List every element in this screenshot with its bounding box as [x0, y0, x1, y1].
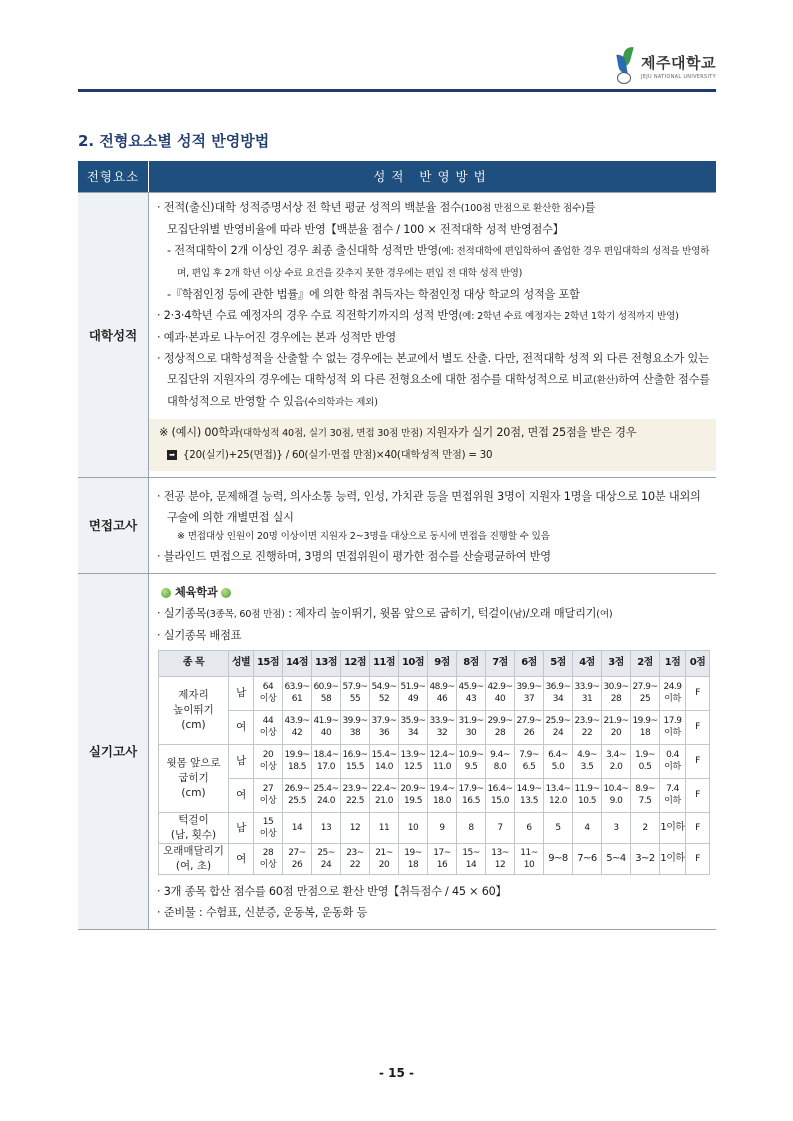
row-label: 대학성적 — [78, 192, 149, 477]
score-cell: 3~2 — [631, 843, 660, 874]
score-cell: 10 — [399, 812, 428, 843]
score-cell: 9 — [428, 812, 457, 843]
score-cell: 7~6 — [573, 843, 602, 874]
score-cell: 23~ 22 — [341, 843, 370, 874]
score-cell: 6.4~ 5.0 — [544, 744, 573, 778]
row-content — [149, 192, 717, 477]
score-cell: 3.4~ 2.0 — [602, 744, 631, 778]
event-name: 턱걸이 (남, 횟수) — [159, 812, 229, 843]
score-cell: F — [686, 778, 710, 812]
score-cell: F — [686, 710, 710, 744]
bullet-text: · 블라인드 면접으로 진행하며, 3명의 면접위원이 평가한 점수를 산술평균하여 반영 — [157, 549, 551, 563]
green-bullet-icon — [161, 588, 171, 598]
score-header-cell: 성별 — [229, 650, 254, 676]
dash-text: - 전적대학이 2개 이상인 경우 최종 출신대학 성적만 반영(예: 전적대학에 편입학하여 졸업한 경우 편입대학의 성적을 반영하며, 편입 후 2개 학년 이상 수료 요건을 갖추지 못한 경우에는 편입 전 대학 성적 반영) — [167, 243, 710, 279]
score-cell: 3 — [602, 812, 631, 843]
score-cell: 45.9~ 43 — [457, 676, 486, 710]
score-cell: 17.9~ 16.5 — [457, 778, 486, 812]
score-row — [159, 843, 710, 874]
score-cell: 28 이상 — [254, 843, 283, 874]
score-cell: 21.9~ 20 — [602, 710, 631, 744]
score-cell: 44 이상 — [254, 710, 283, 744]
row-interview — [78, 477, 716, 573]
score-header-cell: 0점 — [686, 650, 710, 676]
bullet-text: · 정상적으로 대학성적을 산출할 수 없는 경우에는 본교에서 별도 산출. 다만, 전적대학 성적 외 다른 전형요소가 있는 모집단위 지원자의 경우에는 대학성적 외 다른 전형요소에 대한 점수를 대학성적으로 비교(환산)하여 산출한 점수를 대학성적으로 반영할 수 있음(수의학과는 제외) — [157, 351, 710, 408]
score-cell: 9.4~ 8.0 — [486, 744, 515, 778]
score-cell: 27.9~ 26 — [515, 710, 544, 744]
score-cell: 23.9~ 22 — [573, 710, 602, 744]
section-title: 2. 전형요소별 성적 반영방법 — [78, 132, 270, 150]
score-cell: 29.9~ 28 — [486, 710, 515, 744]
sex-cell: 남 — [229, 812, 254, 843]
score-cell: 5 — [544, 812, 573, 843]
score-cell: 11~ 10 — [515, 843, 544, 874]
score-cell: 36.9~ 34 — [544, 676, 573, 710]
score-cell: 31.9~ 30 — [457, 710, 486, 744]
page-number: - 15 - — [378, 1066, 414, 1080]
score-cell: 23.9~ 22.5 — [341, 778, 370, 812]
example-text: ※ (예시) 00학과(대학성적 40점, 실기 30점, 면접 30점 만점) 지원자가 실기 20점, 면접 25점을 받은 경우 — [159, 425, 637, 439]
score-cell: 20.9~ 19.5 — [399, 778, 428, 812]
row-content — [149, 573, 717, 929]
score-cell: 11.9~ 10.5 — [573, 778, 602, 812]
score-cell: 1이하 — [660, 812, 686, 843]
score-table-header — [159, 650, 710, 676]
score-cell: 19.9~ 18 — [631, 710, 660, 744]
row-label: 실기고사 — [78, 573, 149, 929]
logo-name: 제주대학교 — [640, 54, 716, 72]
score-cell: 35.9~ 34 — [399, 710, 428, 744]
score-cell: 21~ 20 — [370, 843, 399, 874]
score-cell: 15~ 14 — [457, 843, 486, 874]
score-table — [158, 650, 710, 875]
score-cell: 6 — [515, 812, 544, 843]
row-content — [149, 477, 717, 573]
score-header-cell: 11점 — [370, 650, 399, 676]
score-header-cell: 3점 — [602, 650, 631, 676]
score-header-cell: 6점 — [515, 650, 544, 676]
row-label: 면접고사 — [78, 477, 149, 573]
university-emblem-icon — [615, 46, 637, 86]
score-cell: 8.9~ 7.5 — [631, 778, 660, 812]
score-cell: F — [686, 843, 710, 874]
score-header-cell: 10점 — [399, 650, 428, 676]
bullet-text: · 준비물 : 수험표, 신분증, 운동복, 운동화 등 — [157, 905, 368, 919]
score-cell: 8 — [457, 812, 486, 843]
score-cell: 12.4~ 11.0 — [428, 744, 457, 778]
example-formula: ➡ {20(실기)+25(면접)} / 60(실기·면접 만점)×40(대학성적 만점) = 30 — [159, 445, 706, 467]
score-cell: 64 이상 — [254, 676, 283, 710]
score-cell: 33.9~ 31 — [573, 676, 602, 710]
score-cell: 60.9~ 58 — [312, 676, 341, 710]
header-method: 성적 반영방법 — [149, 161, 717, 192]
score-header-cell: 13점 — [312, 650, 341, 676]
score-cell: 25.4~ 24.0 — [312, 778, 341, 812]
score-cell: 11 — [370, 812, 399, 843]
score-cell: 1이하 — [660, 843, 686, 874]
score-cell: 24.9 이하 — [660, 676, 686, 710]
score-header-cell: 1점 — [660, 650, 686, 676]
score-cell: 4 — [573, 812, 602, 843]
score-cell: F — [686, 676, 710, 710]
score-cell: 13.9~ 12.5 — [399, 744, 428, 778]
score-cell: 19~ 18 — [399, 843, 428, 874]
score-cell: 19.9~ 18.5 — [283, 744, 312, 778]
score-cell: 63.9~ 61 — [283, 676, 312, 710]
university-logo — [615, 46, 716, 86]
score-cell: 0.4 이하 — [660, 744, 686, 778]
score-header-cell: 종 목 — [159, 650, 229, 676]
logo-subtitle: JEJU NATIONAL UNIVERSITY — [640, 74, 716, 80]
score-cell: 7.9~ 6.5 — [515, 744, 544, 778]
header-rule — [78, 89, 716, 92]
bullet-text: · 3개 종목 합산 점수를 60점 만점으로 환산 반영【취득점수 / 45 × 60】 — [157, 884, 507, 898]
score-row — [159, 710, 710, 744]
score-cell: 42.9~ 40 — [486, 676, 515, 710]
score-cell: 13~ 12 — [486, 843, 515, 874]
score-cell: 7 — [486, 812, 515, 843]
header-element: 전형요소 — [78, 161, 149, 192]
score-cell: 26.9~ 25.5 — [283, 778, 312, 812]
score-header-cell: 4점 — [573, 650, 602, 676]
score-cell: 12 — [341, 812, 370, 843]
evaluation-table — [78, 161, 716, 930]
score-cell: 57.9~ 55 — [341, 676, 370, 710]
score-cell: 9~8 — [544, 843, 573, 874]
score-cell: 13.4~ 12.0 — [544, 778, 573, 812]
score-row — [159, 812, 710, 843]
sex-cell: 여 — [229, 778, 254, 812]
bullet-text: · 2·3·4학년 수료 예정자의 경우 수료 직전학기까지의 성적 반영(예: 2학년 수료 예정자는 2학년 1학기 성적까지 반영) — [157, 308, 679, 322]
score-cell: 4.9~ 3.5 — [573, 744, 602, 778]
score-header-cell: 7점 — [486, 650, 515, 676]
score-cell: 39.9~ 37 — [515, 676, 544, 710]
score-header-cell: 12점 — [341, 650, 370, 676]
score-row — [159, 778, 710, 812]
score-cell: 17.9 이하 — [660, 710, 686, 744]
score-cell: 5~4 — [602, 843, 631, 874]
score-cell: 15 이상 — [254, 812, 283, 843]
score-cell: F — [686, 744, 710, 778]
score-cell: 33.9~ 32 — [428, 710, 457, 744]
score-cell: 14.9~ 13.5 — [515, 778, 544, 812]
bullet-text: · 전적(출신)대학 성적증명서상 전 학년 평균 성적의 백분율 점수(100점 만점으로 환산한 점수)를 — [157, 200, 596, 214]
score-cell: 7.4 이하 — [660, 778, 686, 812]
score-cell: 22.4~ 21.0 — [370, 778, 399, 812]
score-header-cell: 14점 — [283, 650, 312, 676]
score-cell: 18.4~ 17.0 — [312, 744, 341, 778]
score-cell: 30.9~ 28 — [602, 676, 631, 710]
score-cell: 27.9~ 25 — [631, 676, 660, 710]
sex-cell: 여 — [229, 843, 254, 874]
score-cell: 27~ 26 — [283, 843, 312, 874]
event-name: 제자리 높이뛰기 (cm) — [159, 676, 229, 744]
bullet-text: 모집단위별 반영비율에 따라 반영【백분율 점수 / 100 × 전적대학 성적 반영점수】 — [167, 222, 564, 236]
arrow-right-icon: ➡ — [167, 450, 177, 460]
page-header — [78, 40, 716, 92]
bullet-text: · 예과·본과로 나누어진 경우에는 본과 성적만 반영 — [157, 330, 396, 344]
event-name: 오래매달리기 (여, 초) — [159, 843, 229, 874]
score-cell: 2 — [631, 812, 660, 843]
department-heading: 체육학과 — [157, 582, 710, 603]
example-box — [149, 419, 716, 471]
score-header-cell: 2점 — [631, 650, 660, 676]
score-cell: 15.4~ 14.0 — [370, 744, 399, 778]
bullet-text: · 실기종목(3종목, 60점 만점) : 제자리 높이뛰기, 윗몸 앞으로 굽히기, 턱걸이(남)/오래 매달리기(여) — [157, 606, 613, 620]
bullet-text: · 실기종목 배점표 — [157, 628, 242, 642]
score-header-cell: 15점 — [254, 650, 283, 676]
score-cell: 20 이상 — [254, 744, 283, 778]
score-cell: 25.9~ 24 — [544, 710, 573, 744]
row-university-grade — [78, 192, 716, 477]
score-cell: 27 이상 — [254, 778, 283, 812]
green-bullet-icon — [221, 588, 231, 598]
score-cell: 10.9~ 9.5 — [457, 744, 486, 778]
score-cell: 39.9~ 38 — [341, 710, 370, 744]
score-cell: 48.9~ 46 — [428, 676, 457, 710]
score-cell: 37.9~ 36 — [370, 710, 399, 744]
score-cell: 43.9~ 42 — [283, 710, 312, 744]
table-header-row — [78, 161, 716, 192]
score-cell: 17~ 16 — [428, 843, 457, 874]
score-header-cell: 8점 — [457, 650, 486, 676]
event-name: 윗몸 앞으로 굽히기 (cm) — [159, 744, 229, 812]
score-cell: 51.9~ 49 — [399, 676, 428, 710]
score-row — [159, 744, 710, 778]
sex-cell: 남 — [229, 676, 254, 710]
sex-cell: 남 — [229, 744, 254, 778]
sex-cell: 여 — [229, 710, 254, 744]
score-cell: 54.9~ 52 — [370, 676, 399, 710]
score-cell: 41.9~ 40 — [312, 710, 341, 744]
score-cell: 14 — [283, 812, 312, 843]
score-cell: 10.4~ 9.0 — [602, 778, 631, 812]
row-practical — [78, 573, 716, 929]
score-cell: F — [686, 812, 710, 843]
score-cell: 25~ 24 — [312, 843, 341, 874]
score-cell: 16.4~ 15.0 — [486, 778, 515, 812]
score-cell: 1.9~ 0.5 — [631, 744, 660, 778]
score-cell: 13 — [312, 812, 341, 843]
score-header-cell: 9점 — [428, 650, 457, 676]
score-cell: 16.9~ 15.5 — [341, 744, 370, 778]
score-cell: 19.4~ 18.0 — [428, 778, 457, 812]
bullet-text: · 전공 분야, 문제해결 능력, 의사소통 능력, 인성, 가치관 등을 면접위원 3명이 지원자 1명을 대상으로 10분 내외의 구술에 의한 개별면접 실시 — [157, 489, 701, 524]
score-header-cell: 5점 — [544, 650, 573, 676]
dash-text: -『학점인정 등에 관한 법률』에 의한 학점 취득자는 학점인정 대상 학교의 성적을 포함 — [167, 287, 580, 301]
score-row — [159, 676, 710, 710]
note-text: ※ 면접대상 인원이 20명 이상이면 지원자 2~3명을 대상으로 동시에 면접을 진행할 수 있음 — [177, 530, 550, 542]
